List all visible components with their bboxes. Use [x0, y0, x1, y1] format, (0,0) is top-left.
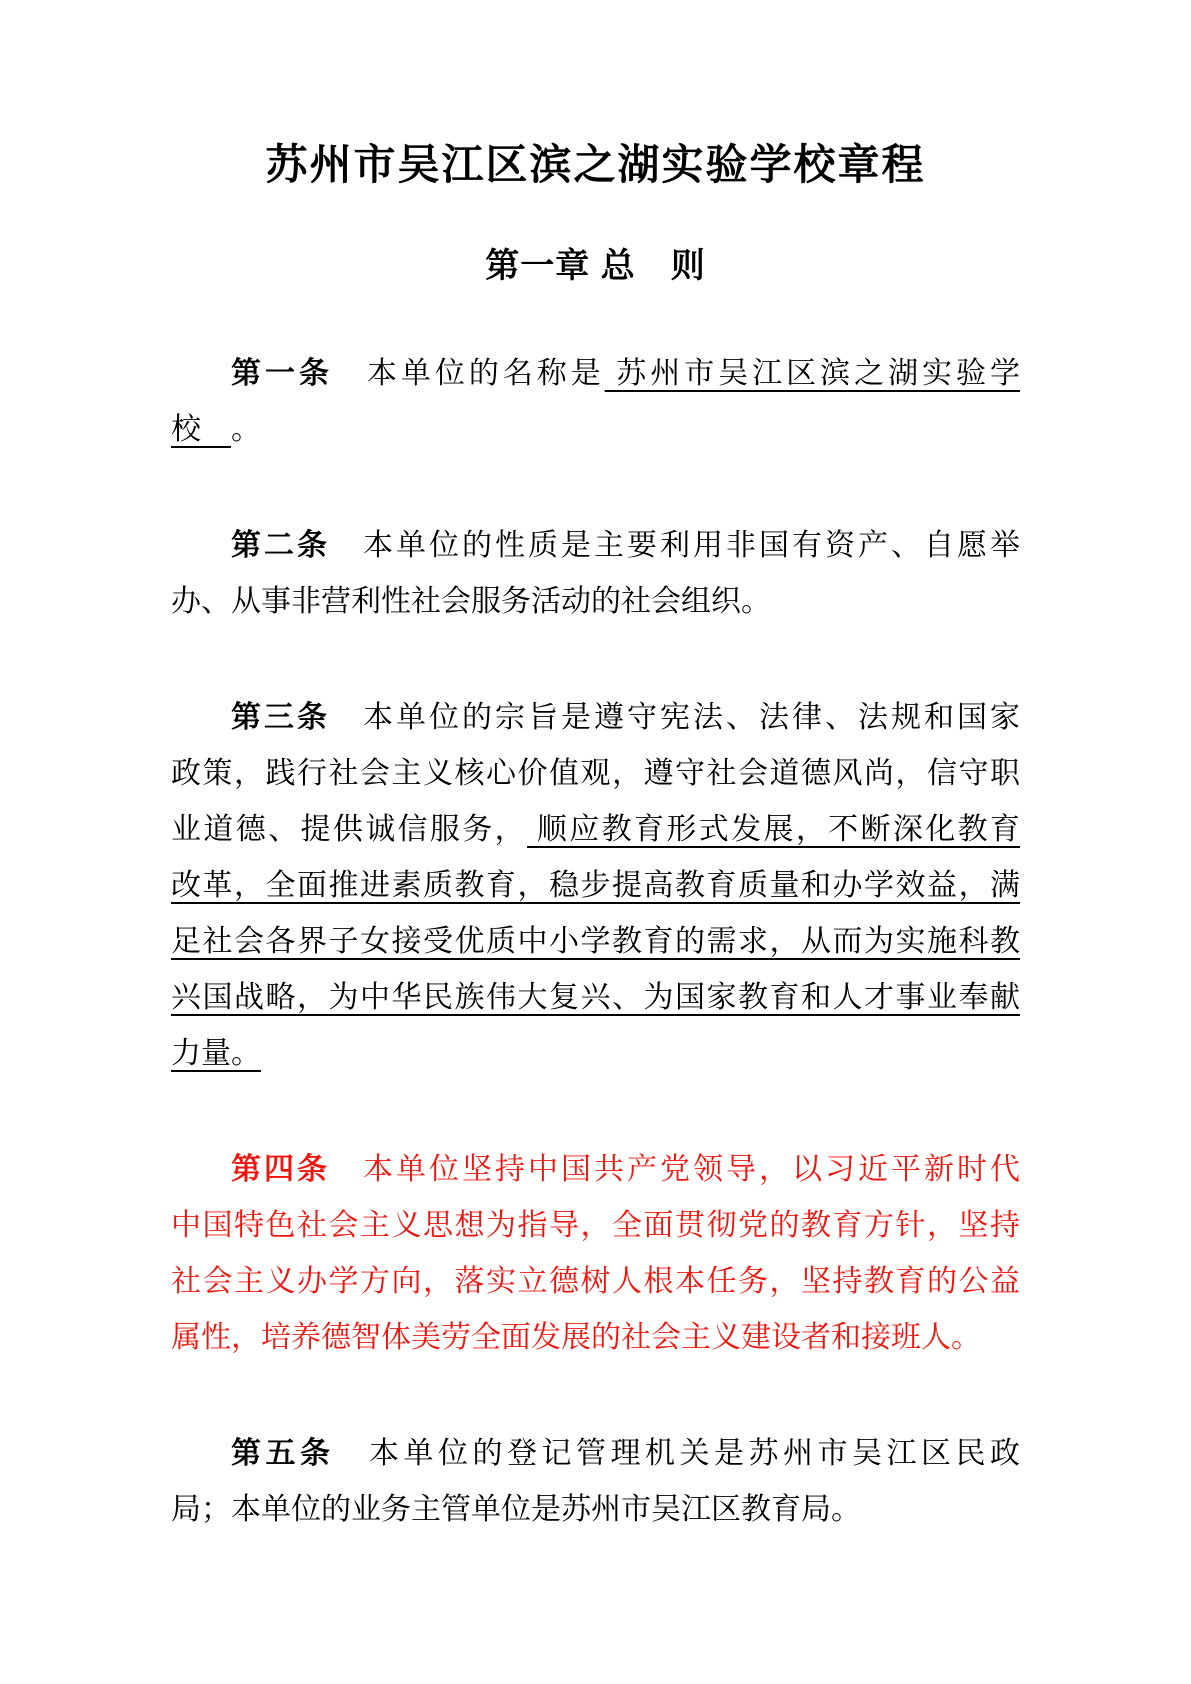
text-segment: 顺应教育形式发展，不断深化教育 — [527, 813, 1021, 846]
text-line — [171, 1310, 1020, 1366]
text-segment: 本单位的宗旨是遵守宪法、法律、法规和国家 — [330, 701, 1020, 734]
text-line — [171, 518, 1020, 574]
chapter-heading: 第一章 总 则 — [485, 247, 706, 285]
article-number-label: 第二条 — [231, 529, 330, 562]
text-segment: 业道德、提供诚信服务， — [171, 813, 528, 846]
article-number-label: 第一条 — [231, 357, 333, 390]
text-line — [171, 1482, 1020, 1538]
article-5 — [171, 1426, 1020, 1538]
text-segment: 社会主义办学方向，落实立德树人根本任务，坚持教育的公益 — [171, 1265, 1020, 1298]
text-segment: 苏州市吴江区滨之湖实验学 — [604, 357, 1021, 390]
text-line — [171, 690, 1020, 746]
text-line — [171, 802, 1020, 858]
text-segment: 。 — [231, 413, 261, 446]
text-segment: 办、从事非营利性社会服务活动的社会组织。 — [171, 585, 771, 618]
text-segment: 中国特色社会主义思想为指导，全面贯彻党的教育方针，坚持 — [171, 1209, 1020, 1242]
text-line — [171, 746, 1020, 802]
article-number-label: 第五条 — [231, 1437, 335, 1470]
document-title: 苏州市吴江区滨之湖实验学校章程 — [265, 141, 926, 188]
text-line — [171, 1026, 1020, 1082]
text-segment: 政策，践行社会主义核心价值观，遵守社会道德风尚，信守职 — [171, 757, 1020, 790]
text-line — [171, 970, 1020, 1026]
text-segment: 兴国战略，为中华民族伟大复兴、为国家教育和人才事业奉献 — [171, 981, 1020, 1014]
article-number-label: 第三条 — [231, 701, 330, 734]
text-line — [171, 402, 1020, 458]
text-segment: 局；本单位的业务主管单位是苏州市吴江区教育局。 — [171, 1493, 861, 1526]
text-line — [171, 346, 1020, 402]
articles — [171, 346, 1020, 1538]
text-segment: 改革，全面推进素质教育，稳步提高教育质量和办学效益，满 — [171, 869, 1020, 902]
article-4 — [171, 1142, 1020, 1366]
article-1 — [171, 346, 1020, 458]
article-number-label: 第四条 — [231, 1153, 330, 1186]
text-line — [171, 574, 1020, 630]
text-segment: 本单位坚持中国共产党领导，以习近平新时代 — [330, 1153, 1020, 1186]
text-segment: 本单位的性质是主要利用非国有资产、自愿举 — [330, 529, 1020, 562]
text-line — [171, 914, 1020, 970]
text-segment: 本单位的名称是 — [332, 357, 605, 390]
text-line — [171, 1426, 1020, 1482]
text-line — [171, 1198, 1020, 1254]
text-segment: 属性，培养德智体美劳全面发展的社会主义建设者和接班人。 — [171, 1321, 981, 1354]
text-segment: 本单位的登记管理机关是苏州市吴江区民政 — [334, 1437, 1020, 1470]
text-segment: 足社会各界子女接受优质中小学教育的需求，从而为实施科教 — [171, 925, 1020, 958]
text-segment: 校 — [171, 413, 231, 446]
text-segment: 力量。 — [171, 1037, 261, 1070]
text-line — [171, 858, 1020, 914]
text-line — [171, 1254, 1020, 1310]
article-2 — [171, 518, 1020, 630]
article-3 — [171, 690, 1020, 1082]
text-line — [171, 1142, 1020, 1198]
